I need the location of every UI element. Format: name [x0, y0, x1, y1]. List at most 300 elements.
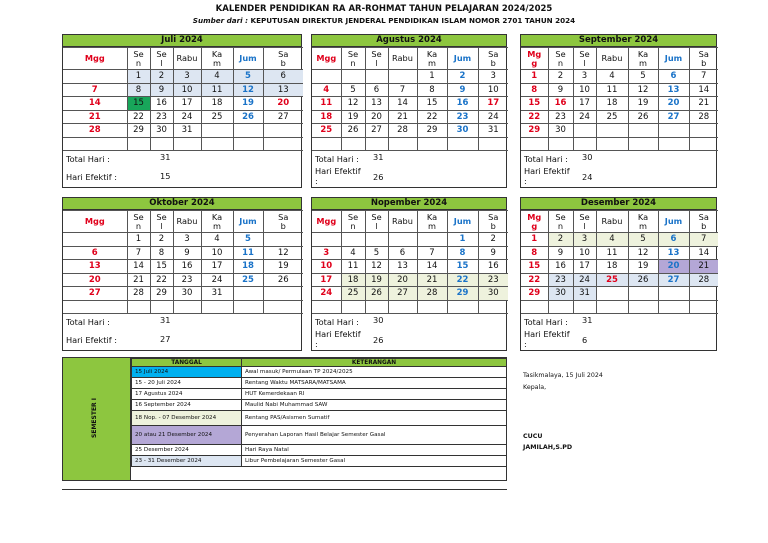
day-cell: 9: [478, 246, 508, 260]
day-cell: [341, 300, 365, 314]
day-cell: 2: [548, 233, 573, 247]
subtitle-prefix: Sumber dari :: [192, 16, 249, 25]
day-cell: [201, 124, 233, 138]
total-hari-value: 30: [582, 152, 593, 162]
day-cell: 23: [478, 273, 508, 287]
day-cell: 13: [388, 260, 417, 274]
day-cell: 22: [447, 273, 478, 287]
day-cell: 22: [521, 273, 548, 287]
month-title: September 2024: [521, 35, 716, 47]
day-cell: 7: [388, 83, 417, 97]
day-cell: 19: [263, 260, 303, 274]
legend-table: [62, 357, 507, 481]
day-cell: 12: [263, 246, 303, 260]
day-cell: [63, 233, 127, 247]
day-cell: 12: [233, 83, 263, 97]
legend-keterangan: Rentang PAS/Asismen Sumatif: [242, 411, 507, 426]
day-cell: 14: [689, 83, 718, 97]
weekday-header: Se l: [365, 211, 388, 233]
day-cell: 19: [365, 273, 388, 287]
day-cell: 31: [573, 287, 596, 301]
weekday-header: Sa b: [478, 211, 508, 233]
day-cell: 5: [628, 70, 658, 84]
day-cell: [596, 287, 628, 301]
weekday-header: Sa b: [478, 48, 508, 70]
day-cell: [447, 137, 478, 151]
day-cell: 24: [573, 273, 596, 287]
day-cell: 16: [447, 97, 478, 111]
day-cell: 7: [689, 233, 718, 247]
day-cell: [201, 300, 233, 314]
hari-efektif-value: 15: [160, 171, 171, 181]
day-cell: [628, 300, 658, 314]
legend-header-tanggal: TANGGAL: [132, 359, 242, 367]
day-cell: [388, 70, 417, 84]
weekday-header: Ka m: [628, 211, 658, 233]
weekday-header: Se l: [573, 48, 596, 70]
legend-tanggal: 18 Nop. - 07 Desember 2024: [132, 411, 242, 426]
legend-header-keterangan: KETERANGAN: [242, 359, 507, 367]
legend-row: [132, 456, 507, 467]
day-cell: 27: [263, 110, 303, 124]
day-cell: [127, 300, 150, 314]
day-cell: 18: [201, 97, 233, 111]
hari-efektif-colon: :: [315, 339, 318, 349]
day-cell: 20: [388, 273, 417, 287]
total-hari-value: 31: [582, 315, 593, 325]
day-cell: 3: [312, 246, 341, 260]
day-cell: 17: [173, 97, 201, 111]
day-cell: [417, 233, 447, 247]
day-cell: 28: [689, 273, 718, 287]
day-cell: 10: [173, 83, 201, 97]
day-cell: 1: [127, 70, 150, 84]
legend-keterangan: Hari Raya Natal: [242, 445, 507, 456]
day-cell: 21: [127, 273, 150, 287]
day-cell: 14: [689, 246, 718, 260]
day-cell: [341, 233, 365, 247]
weekday-header: Ka m: [417, 211, 447, 233]
day-cell: [658, 124, 689, 138]
day-cell: 10: [573, 83, 596, 97]
day-cell: [63, 300, 127, 314]
hari-efektif-label: Hari Efektif :: [66, 335, 117, 345]
day-cell: [628, 137, 658, 151]
weekday-header: Sa b: [689, 211, 718, 233]
signature-name-2: JAMILAH,S.PD: [523, 444, 573, 451]
day-cell: 28: [417, 287, 447, 301]
weekday-header: Jum: [658, 48, 689, 70]
day-cell: [417, 300, 447, 314]
day-cell: [312, 233, 341, 247]
day-cell: 12: [628, 246, 658, 260]
day-cell: [233, 137, 263, 151]
day-cell: 11: [312, 97, 341, 111]
legend-row: [132, 426, 507, 445]
day-cell: 24: [573, 110, 596, 124]
day-cell: 30: [173, 287, 201, 301]
day-cell: [478, 137, 508, 151]
day-cell: 29: [417, 124, 447, 138]
day-cell: 24: [173, 110, 201, 124]
weekday-header: Sa b: [689, 48, 718, 70]
day-cell: 24: [478, 110, 508, 124]
day-cell: [263, 124, 303, 138]
day-cell: 18: [233, 260, 263, 274]
signature-role: Kepala,: [523, 384, 547, 391]
day-cell: 17: [573, 97, 596, 111]
day-cell: [233, 287, 263, 301]
day-cell: 8: [417, 83, 447, 97]
month-summary: [63, 315, 301, 351]
day-cell: 4: [201, 233, 233, 247]
weekday-header: Rabu: [596, 48, 628, 70]
legend-keterangan: Libur Pembelajaran Semester Gasal: [242, 456, 507, 467]
day-cell: 5: [628, 233, 658, 247]
day-cell: 21: [689, 97, 718, 111]
day-cell: 15: [127, 97, 150, 111]
total-hari-value: 31: [373, 152, 384, 162]
day-cell: 22: [417, 110, 447, 124]
hari-efektif-value: 26: [373, 335, 384, 345]
day-cell: 15: [521, 97, 548, 111]
day-cell: 9: [173, 246, 201, 260]
day-cell: 7: [689, 70, 718, 84]
day-cell: 18: [341, 273, 365, 287]
day-cell: 25: [201, 110, 233, 124]
calendar-desember-2024: [520, 197, 717, 351]
day-cell: 20: [658, 260, 689, 274]
day-cell: 1: [521, 70, 548, 84]
weekday-header: Se l: [573, 211, 596, 233]
day-cell: 25: [596, 110, 628, 124]
day-cell: 2: [548, 70, 573, 84]
day-cell: 8: [150, 246, 173, 260]
day-cell: 17: [478, 97, 508, 111]
day-cell: 28: [388, 124, 417, 138]
day-cell: 25: [341, 287, 365, 301]
day-cell: 16: [548, 97, 573, 111]
day-cell: [658, 137, 689, 151]
calendar-agustus-2024: [311, 34, 507, 188]
legend-tanggal: 25 Desember 2024: [132, 445, 242, 456]
hari-efektif-label: Hari Efektif: [524, 166, 570, 176]
legend-row: [132, 367, 507, 378]
day-cell: 5: [233, 70, 263, 84]
day-cell: 14: [63, 97, 127, 111]
day-cell: 18: [596, 260, 628, 274]
day-cell: 12: [628, 83, 658, 97]
day-cell: [263, 300, 303, 314]
page-subtitle: [0, 16, 768, 25]
day-cell: 29: [521, 124, 548, 138]
day-cell: 22: [521, 110, 548, 124]
day-cell: 9: [447, 83, 478, 97]
weekday-header: Se l: [150, 211, 173, 233]
day-cell: 27: [63, 287, 127, 301]
day-cell: 1: [127, 233, 150, 247]
day-cell: 19: [628, 97, 658, 111]
weekday-header: Ka m: [201, 48, 233, 70]
day-cell: 29: [521, 287, 548, 301]
day-cell: 9: [150, 83, 173, 97]
day-cell: 23: [548, 110, 573, 124]
hari-efektif-value: 27: [160, 334, 171, 344]
signature-place-date: Tasikmalaya, 15 Juli 2024: [523, 372, 603, 379]
day-cell: 6: [365, 83, 388, 97]
month-summary: [63, 152, 301, 188]
day-cell: 30: [548, 124, 573, 138]
legend-tanggal: 20 atau 21 Desember 2024: [132, 426, 242, 445]
day-cell: [150, 137, 173, 151]
total-hari-label: Total Hari :: [524, 154, 568, 164]
day-cell: 27: [658, 110, 689, 124]
legend-row: [132, 378, 507, 389]
day-cell: [388, 300, 417, 314]
day-cell: 30: [447, 124, 478, 138]
day-cell: [521, 137, 548, 151]
day-cell: [233, 300, 263, 314]
day-cell: 17: [312, 273, 341, 287]
month-title: Juli 2024: [63, 35, 301, 47]
day-cell: 25: [596, 273, 628, 287]
day-cell: [447, 300, 478, 314]
month-summary: [521, 315, 716, 351]
day-cell: 9: [548, 83, 573, 97]
day-cell: 30: [548, 287, 573, 301]
total-hari-value: 31: [160, 152, 171, 162]
weekday-header: Jum: [658, 211, 689, 233]
day-cell: [658, 287, 689, 301]
day-cell: [478, 300, 508, 314]
day-cell: [201, 137, 233, 151]
day-cell: 11: [201, 83, 233, 97]
month-title: Agustus 2024: [312, 35, 506, 47]
day-cell: 17: [201, 260, 233, 274]
day-cell: 3: [573, 70, 596, 84]
weekday-header: Jum: [447, 48, 478, 70]
day-cell: 4: [312, 83, 341, 97]
day-cell: 7: [63, 83, 127, 97]
weekday-header: Mgg: [63, 48, 127, 70]
day-cell: [388, 233, 417, 247]
weekday-header: Jum: [233, 48, 263, 70]
day-cell: 10: [478, 83, 508, 97]
calendar-nopember-2024: [311, 197, 507, 351]
day-cell: 16: [548, 260, 573, 274]
day-cell: 25: [233, 273, 263, 287]
day-cell: [689, 287, 718, 301]
day-cell: 31: [201, 287, 233, 301]
day-cell: 28: [689, 110, 718, 124]
day-cell: 19: [341, 110, 365, 124]
day-cell: 6: [658, 233, 689, 247]
day-cell: 8: [521, 83, 548, 97]
day-cell: [63, 70, 127, 84]
day-cell: 22: [150, 273, 173, 287]
weekday-header: Mg g: [521, 48, 548, 70]
day-cell: 6: [388, 246, 417, 260]
day-cell: 20: [365, 110, 388, 124]
day-cell: [173, 137, 201, 151]
weekday-header: Se n: [341, 211, 365, 233]
day-cell: 16: [478, 260, 508, 274]
day-cell: [263, 137, 303, 151]
day-cell: [263, 287, 303, 301]
total-hari-label: Total Hari :: [66, 154, 110, 164]
day-cell: [596, 124, 628, 138]
weekday-header: Rabu: [173, 211, 201, 233]
hari-efektif-label: Hari Efektif: [315, 329, 361, 339]
total-hari-label: Total Hari :: [524, 317, 568, 327]
day-cell: 8: [447, 246, 478, 260]
day-cell: [521, 300, 548, 314]
weekday-header: Ka m: [628, 48, 658, 70]
day-cell: 21: [388, 110, 417, 124]
day-cell: 6: [658, 70, 689, 84]
day-cell: 21: [63, 110, 127, 124]
hari-efektif-value: 26: [373, 172, 384, 182]
day-cell: 30: [478, 287, 508, 301]
legend-row: [132, 389, 507, 400]
day-cell: [263, 233, 303, 247]
hari-efektif-value: 24: [582, 172, 593, 182]
day-cell: 26: [365, 287, 388, 301]
day-cell: 26: [233, 110, 263, 124]
legend-row: [132, 411, 507, 426]
day-cell: 3: [173, 70, 201, 84]
day-cell: 6: [263, 70, 303, 84]
day-cell: 23: [447, 110, 478, 124]
day-cell: [573, 137, 596, 151]
day-cell: 13: [63, 260, 127, 274]
calendar-oktober-2024: [62, 197, 302, 351]
day-cell: 4: [341, 246, 365, 260]
day-cell: [658, 300, 689, 314]
day-cell: 8: [127, 83, 150, 97]
day-cell: [689, 300, 718, 314]
weekday-header: Jum: [447, 211, 478, 233]
semester-label-cell: [63, 358, 131, 480]
month-title: Oktober 2024: [63, 198, 301, 210]
weekday-header: Rabu: [388, 211, 417, 233]
weekday-header: Se n: [127, 48, 150, 70]
day-cell: 26: [263, 273, 303, 287]
day-cell: 7: [127, 246, 150, 260]
day-cell: 26: [628, 110, 658, 124]
weekday-header: Rabu: [388, 48, 417, 70]
day-cell: [341, 70, 365, 84]
day-cell: 13: [658, 83, 689, 97]
day-cell: 2: [478, 233, 508, 247]
weekday-header: Se n: [127, 211, 150, 233]
day-cell: 16: [173, 260, 201, 274]
legend-tanggal: 17 Agustus 2024: [132, 389, 242, 400]
day-cell: 5: [233, 233, 263, 247]
day-cell: [573, 124, 596, 138]
day-cell: [365, 233, 388, 247]
day-cell: [388, 137, 417, 151]
hari-efektif-value: 6: [582, 335, 588, 345]
day-cell: 1: [447, 233, 478, 247]
day-cell: [548, 137, 573, 151]
day-cell: 13: [658, 246, 689, 260]
day-cell: [365, 70, 388, 84]
day-cell: 14: [417, 260, 447, 274]
day-cell: 23: [150, 110, 173, 124]
day-cell: 9: [548, 246, 573, 260]
day-cell: [548, 300, 573, 314]
day-cell: 3: [573, 233, 596, 247]
day-cell: [312, 300, 341, 314]
day-cell: 13: [263, 83, 303, 97]
day-cell: [233, 124, 263, 138]
day-cell: 16: [150, 97, 173, 111]
weekday-header: Mg g: [521, 211, 548, 233]
day-cell: 29: [447, 287, 478, 301]
day-cell: 10: [201, 246, 233, 260]
calendar-juli-2024: [62, 34, 302, 188]
day-cell: 26: [628, 273, 658, 287]
day-cell: 28: [127, 287, 150, 301]
day-cell: 4: [201, 70, 233, 84]
day-cell: 30: [150, 124, 173, 138]
day-cell: [689, 124, 718, 138]
weekday-header: Jum: [233, 211, 263, 233]
weekday-header: Mgg: [312, 48, 341, 70]
weekday-header: Mgg: [312, 211, 341, 233]
weekday-header: Sa b: [263, 211, 303, 233]
day-cell: 18: [596, 97, 628, 111]
legend-keterangan: Maulid Nabi Muhammad SAW: [242, 400, 507, 411]
day-cell: [127, 137, 150, 151]
weekday-header: Ka m: [417, 48, 447, 70]
day-cell: 2: [150, 70, 173, 84]
day-cell: 22: [127, 110, 150, 124]
day-cell: [312, 137, 341, 151]
subtitle-source: KEPUTUSAN DIREKTUR JENDERAL PENDIDIKAN ISLAM NOMOR 2701 TAHUN 2024: [248, 16, 576, 25]
day-cell: [150, 300, 173, 314]
day-cell: 4: [596, 70, 628, 84]
day-cell: 11: [233, 246, 263, 260]
day-cell: [173, 300, 201, 314]
day-cell: 23: [548, 273, 573, 287]
day-cell: 20: [63, 273, 127, 287]
day-cell: [365, 300, 388, 314]
month-title: Nopember 2024: [312, 198, 506, 210]
legend-tanggal: 15 Juli 2024: [132, 367, 242, 378]
page-title: KALENDER PENDIDIKAN RA AR-ROHMAT TAHUN PELAJARAN 2024/2025: [215, 4, 553, 14]
day-cell: [63, 137, 127, 151]
day-cell: 12: [365, 260, 388, 274]
day-cell: 11: [596, 83, 628, 97]
day-cell: 11: [596, 246, 628, 260]
hari-efektif-colon: :: [524, 176, 527, 186]
day-cell: 6: [63, 246, 127, 260]
day-cell: 24: [312, 287, 341, 301]
legend-tanggal: 16 September 2024: [132, 400, 242, 411]
day-cell: 17: [573, 260, 596, 274]
day-cell: [417, 137, 447, 151]
day-cell: 31: [173, 124, 201, 138]
day-cell: 3: [478, 70, 508, 84]
day-cell: 8: [521, 246, 548, 260]
day-cell: 21: [689, 260, 718, 274]
weekday-header: Se l: [150, 48, 173, 70]
total-hari-value: 30: [373, 315, 384, 325]
day-cell: 14: [388, 97, 417, 111]
day-cell: 5: [341, 83, 365, 97]
